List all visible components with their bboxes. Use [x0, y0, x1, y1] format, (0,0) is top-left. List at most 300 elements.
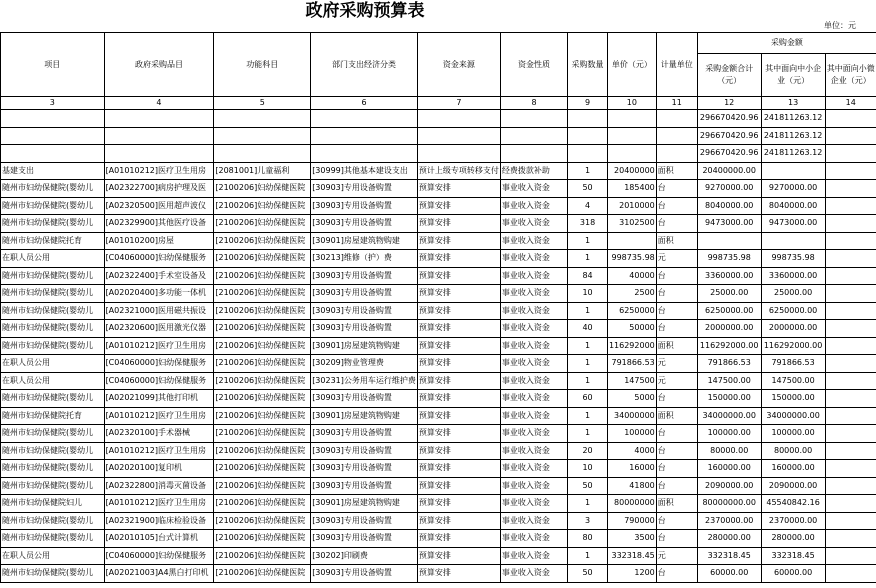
- table-cell: 事业收入资金: [500, 267, 567, 285]
- table-cell: 面积: [656, 407, 697, 425]
- table-cell: 预算安排: [417, 250, 500, 268]
- table-cell: [568, 145, 608, 163]
- table-cell: 预算安排: [417, 512, 500, 530]
- table-cell: [607, 110, 656, 128]
- table-cell: 150000.00: [761, 390, 825, 408]
- table-cell: [825, 477, 876, 495]
- table-cell: 3360000.00: [761, 267, 825, 285]
- table-row: [1, 460, 876, 478]
- table-cell: 随州市妇幼保健院(婴幼儿: [1, 180, 105, 198]
- table-cell: [30901]房屋建筑物购建: [311, 337, 418, 355]
- table-cell: 随州市妇幼保健院(婴幼儿: [1, 215, 105, 233]
- table-cell: [825, 337, 876, 355]
- table-cell: [825, 145, 876, 163]
- table-row: [1, 267, 876, 285]
- table-cell: [825, 302, 876, 320]
- table-cell: 随州市妇幼保健院(婴幼儿: [1, 337, 105, 355]
- table-cell: 预算安排: [417, 197, 500, 215]
- table-cell: 332318.45: [697, 547, 761, 565]
- table-cell: [500, 110, 567, 128]
- table-cell: 台: [656, 285, 697, 303]
- table-cell: [A02322700]病房护理及医: [104, 180, 214, 198]
- table-row: [1, 110, 876, 128]
- table-cell: [825, 180, 876, 198]
- table-cell: [A02322400]手术室设备及: [104, 267, 214, 285]
- table-cell: 34000000: [607, 407, 656, 425]
- table-cell: [656, 127, 697, 145]
- table-cell: [1, 110, 105, 128]
- table-cell: [30903]专用设备购置: [311, 180, 418, 198]
- table-cell: [A02320100]手术器械: [104, 425, 214, 443]
- table-cell: [2100206]妇幼保健医院: [214, 285, 311, 303]
- table-cell: 2090000.00: [697, 477, 761, 495]
- table-cell: 1: [568, 302, 608, 320]
- table-cell: [C04060000]妇幼保健服务: [104, 355, 214, 373]
- table-cell: 9270000.00: [697, 180, 761, 198]
- column-number: 10: [607, 97, 656, 110]
- table-cell: 241811263.12: [761, 145, 825, 163]
- table-cell: [825, 215, 876, 233]
- table-cell: 998735.98: [607, 250, 656, 268]
- table-row: [1, 232, 876, 250]
- table-cell: 在职人员公用: [1, 250, 105, 268]
- table-cell: 147500.00: [697, 372, 761, 390]
- table-cell: 1: [568, 250, 608, 268]
- table-cell: [568, 110, 608, 128]
- table-cell: [2100206]妇幼保健医院: [214, 372, 311, 390]
- table-cell: [30903]专用设备购置: [311, 442, 418, 460]
- table-cell: 2370000.00: [761, 512, 825, 530]
- table-cell: 280000.00: [697, 530, 761, 548]
- table-cell: 面积: [656, 162, 697, 180]
- table-cell: 2000000.00: [761, 320, 825, 338]
- table-cell: [2100206]妇幼保健医院: [214, 320, 311, 338]
- column-number: 7: [417, 97, 500, 110]
- table-cell: 2370000.00: [697, 512, 761, 530]
- table-cell: [2100206]妇幼保健医院: [214, 547, 311, 565]
- table-cell: [2100206]妇幼保健医院: [214, 530, 311, 548]
- table-cell: [825, 512, 876, 530]
- table-cell: 6250000.00: [697, 302, 761, 320]
- table-cell: [A01010212]医疗卫生用房: [104, 162, 214, 180]
- table-cell: 1: [568, 495, 608, 513]
- table-cell: [825, 127, 876, 145]
- table-cell: [2100206]妇幼保健医院: [214, 197, 311, 215]
- table-row: [1, 425, 876, 443]
- table-cell: 事业收入资金: [500, 407, 567, 425]
- table-cell: 791866.53: [607, 355, 656, 373]
- table-cell: [30209]物业管理费: [311, 355, 418, 373]
- table-cell: 随州市妇幼保健院(婴幼儿: [1, 302, 105, 320]
- table-cell: 事业收入资金: [500, 302, 567, 320]
- table-cell: [568, 127, 608, 145]
- table-cell: [A01010212]医疗卫生用房: [104, 442, 214, 460]
- table-cell: 事业收入资金: [500, 320, 567, 338]
- table-cell: [2100206]妇幼保健医院: [214, 267, 311, 285]
- table-cell: 预算安排: [417, 285, 500, 303]
- table-cell: [825, 547, 876, 565]
- table-cell: 台: [656, 565, 697, 583]
- table-cell: 147500.00: [761, 372, 825, 390]
- table-cell: 随州市妇幼保健院(婴幼儿: [1, 512, 105, 530]
- table-cell: 3: [568, 512, 608, 530]
- table-cell: 预算安排: [417, 477, 500, 495]
- table-cell: 116292000.00: [761, 337, 825, 355]
- table-cell: 3360000.00: [697, 267, 761, 285]
- header-price: 单价（元）: [607, 33, 656, 97]
- table-cell: [214, 127, 311, 145]
- table-cell: [825, 267, 876, 285]
- table-cell: 100000.00: [697, 425, 761, 443]
- table-cell: 随州市妇幼保健院(婴幼儿: [1, 530, 105, 548]
- table-cell: 经费拨款补助: [500, 162, 567, 180]
- table-cell: 预算安排: [417, 390, 500, 408]
- table-cell: [30999]其他基本建设支出: [311, 162, 418, 180]
- table-cell: 1: [568, 372, 608, 390]
- table-cell: 1: [568, 355, 608, 373]
- table-cell: 116292000: [607, 337, 656, 355]
- table-cell: 2500: [607, 285, 656, 303]
- table-cell: 241811263.12: [761, 110, 825, 128]
- header-amount-total: 采购金额合计（元）: [697, 54, 761, 97]
- table-cell: 预算安排: [417, 530, 500, 548]
- table-cell: 预算安排: [417, 320, 500, 338]
- table-cell: [30213]维修（护）费: [311, 250, 418, 268]
- table-cell: [311, 127, 418, 145]
- table-cell: 事业收入资金: [500, 460, 567, 478]
- table-cell: [656, 145, 697, 163]
- table-cell: 预算安排: [417, 442, 500, 460]
- table-cell: [30903]专用设备购置: [311, 267, 418, 285]
- table-cell: [30903]专用设备购置: [311, 477, 418, 495]
- table-row: [1, 565, 876, 583]
- table-row: [1, 512, 876, 530]
- table-row: [1, 285, 876, 303]
- table-cell: 随州市妇幼保健院(婴幼儿: [1, 442, 105, 460]
- column-number: 11: [656, 97, 697, 110]
- header-function: 功能科目: [214, 33, 311, 97]
- table-row: [1, 145, 876, 163]
- table-cell: 60000.00: [761, 565, 825, 583]
- table-cell: [A01010212]医疗卫生用房: [104, 495, 214, 513]
- table-cell: [607, 127, 656, 145]
- table-cell: 80000.00: [761, 442, 825, 460]
- table-cell: 296670420.96: [697, 110, 761, 128]
- table-cell: 事业收入资金: [500, 495, 567, 513]
- table-cell: 台: [656, 460, 697, 478]
- table-cell: [30903]专用设备购置: [311, 460, 418, 478]
- table-cell: 预计上级专项转移支付: [417, 162, 500, 180]
- table-cell: [2100206]妇幼保健医院: [214, 512, 311, 530]
- table-cell: [A01010200]房屋: [104, 232, 214, 250]
- table-cell: [214, 110, 311, 128]
- table-cell: 160000.00: [697, 460, 761, 478]
- table-cell: 事业收入资金: [500, 215, 567, 233]
- table-cell: 事业收入资金: [500, 180, 567, 198]
- column-number: 3: [1, 97, 105, 110]
- table-cell: [2100206]妇幼保健医院: [214, 565, 311, 583]
- table-cell: 791866.53: [697, 355, 761, 373]
- table-cell: 50: [568, 565, 608, 583]
- table-cell: 20: [568, 442, 608, 460]
- table-cell: 50: [568, 180, 608, 198]
- table-cell: [30901]房屋建筑物购建: [311, 407, 418, 425]
- table-cell: 台: [656, 442, 697, 460]
- table-cell: 80000000.00: [697, 495, 761, 513]
- table-cell: 预算安排: [417, 337, 500, 355]
- table-cell: 台: [656, 180, 697, 198]
- table-cell: [2100206]妇幼保健医院: [214, 442, 311, 460]
- table-row: [1, 180, 876, 198]
- table-row: [1, 320, 876, 338]
- table-cell: [825, 390, 876, 408]
- table-cell: 25000.00: [761, 285, 825, 303]
- table-cell: [500, 127, 567, 145]
- table-cell: [30903]专用设备购置: [311, 565, 418, 583]
- table-cell: [2100206]妇幼保健医院: [214, 477, 311, 495]
- table-cell: [825, 372, 876, 390]
- table-cell: 8040000.00: [697, 197, 761, 215]
- table-cell: 147500: [607, 372, 656, 390]
- table-cell: 台: [656, 425, 697, 443]
- table-cell: 预算安排: [417, 180, 500, 198]
- table-cell: 9473000.00: [697, 215, 761, 233]
- table-cell: 元: [656, 372, 697, 390]
- table-cell: 332318.45: [607, 547, 656, 565]
- table-cell: [311, 110, 418, 128]
- table-cell: [A01010212]医疗卫生用房: [104, 407, 214, 425]
- table-cell: 事业收入资金: [500, 442, 567, 460]
- column-number: 13: [761, 97, 825, 110]
- table-cell: [2081001]儿童福利: [214, 162, 311, 180]
- table-cell: 台: [656, 512, 697, 530]
- table-cell: 8040000.00: [761, 197, 825, 215]
- table-cell: [825, 110, 876, 128]
- table-cell: 随州市妇幼保健院(婴幼儿: [1, 390, 105, 408]
- table-cell: 41800: [607, 477, 656, 495]
- table-cell: [607, 232, 656, 250]
- table-cell: 预算安排: [417, 547, 500, 565]
- table-row: [1, 355, 876, 373]
- table-cell: [A02021099]其他打印机: [104, 390, 214, 408]
- table-cell: 随州市妇幼保健院(婴幼儿: [1, 320, 105, 338]
- table-cell: [825, 232, 876, 250]
- table-cell: [825, 460, 876, 478]
- table-cell: 791866.53: [761, 355, 825, 373]
- table-cell: [A02320600]医用激光仪器: [104, 320, 214, 338]
- header-amount-micro: 其中面向小微企业（元）: [825, 54, 876, 97]
- table-cell: 预算安排: [417, 215, 500, 233]
- table-cell: 3500: [607, 530, 656, 548]
- table-cell: 事业收入资金: [500, 372, 567, 390]
- table-cell: 60000.00: [697, 565, 761, 583]
- table-cell: [417, 127, 500, 145]
- table-row: [1, 197, 876, 215]
- table-cell: 元: [656, 250, 697, 268]
- table-cell: 3102500: [607, 215, 656, 233]
- table-row: [1, 407, 876, 425]
- table-cell: 预算安排: [417, 460, 500, 478]
- table-cell: [30903]专用设备购置: [311, 390, 418, 408]
- table-cell: 1: [568, 162, 608, 180]
- table-cell: [A02329900]其他医疗设备: [104, 215, 214, 233]
- table-cell: [2100206]妇幼保健医院: [214, 460, 311, 478]
- table-cell: 台: [656, 215, 697, 233]
- table-cell: [656, 110, 697, 128]
- table-cell: [2100206]妇幼保健医院: [214, 407, 311, 425]
- table-cell: 100000.00: [761, 425, 825, 443]
- table-cell: [104, 145, 214, 163]
- table-cell: 45540842.16: [761, 495, 825, 513]
- table-cell: 2000000.00: [697, 320, 761, 338]
- table-cell: 事业收入资金: [500, 285, 567, 303]
- column-number: 4: [104, 97, 214, 110]
- table-cell: 1: [568, 547, 608, 565]
- table-cell: 预算安排: [417, 407, 500, 425]
- table-cell: [761, 232, 825, 250]
- table-cell: [104, 110, 214, 128]
- table-cell: 台: [656, 302, 697, 320]
- table-cell: 84: [568, 267, 608, 285]
- table-cell: [825, 355, 876, 373]
- table-row: [1, 162, 876, 180]
- table-cell: 160000.00: [761, 460, 825, 478]
- table-cell: 296670420.96: [697, 145, 761, 163]
- table-cell: [2100206]妇幼保健医院: [214, 232, 311, 250]
- table-cell: [30903]专用设备购置: [311, 320, 418, 338]
- table-cell: [A02020100]复印机: [104, 460, 214, 478]
- table-cell: 在职人员公用: [1, 372, 105, 390]
- table-cell: [A02021003]A4黑白打印机: [104, 565, 214, 583]
- table-cell: 296670420.96: [697, 127, 761, 145]
- table-cell: [30901]房屋建筑物购建: [311, 232, 418, 250]
- table-cell: [A01010212]医疗卫生用房: [104, 337, 214, 355]
- header-nature: 资金性质: [500, 33, 567, 97]
- table-cell: 事业收入资金: [500, 197, 567, 215]
- table-cell: [30231]公务用车运行维护费: [311, 372, 418, 390]
- table-cell: 预算安排: [417, 267, 500, 285]
- table-cell: 2010000: [607, 197, 656, 215]
- table-cell: 台: [656, 267, 697, 285]
- table-cell: 元: [656, 355, 697, 373]
- table-cell: 5000: [607, 390, 656, 408]
- table-cell: 预算安排: [417, 232, 500, 250]
- table-cell: [2100206]妇幼保健医院: [214, 215, 311, 233]
- column-number: 12: [697, 97, 761, 110]
- table-cell: 预算安排: [417, 302, 500, 320]
- header-source: 资金来源: [417, 33, 500, 97]
- table-cell: 40: [568, 320, 608, 338]
- table-cell: 事业收入资金: [500, 565, 567, 583]
- table-row: [1, 337, 876, 355]
- table-row: [1, 477, 876, 495]
- table-cell: 6250000.00: [761, 302, 825, 320]
- table-cell: [30903]专用设备购置: [311, 285, 418, 303]
- table-cell: [500, 145, 567, 163]
- table-cell: [30901]房屋建筑物购建: [311, 495, 418, 513]
- header-unit: 计量单位: [656, 33, 697, 97]
- table-cell: [2100206]妇幼保健医院: [214, 302, 311, 320]
- table-cell: 80: [568, 530, 608, 548]
- table-cell: [825, 250, 876, 268]
- table-cell: [2100206]妇幼保健医院: [214, 355, 311, 373]
- table-cell: [30903]专用设备购置: [311, 425, 418, 443]
- table-cell: 随州市妇幼保健院(婴幼儿: [1, 425, 105, 443]
- table-cell: 6250000: [607, 302, 656, 320]
- table-cell: [C04060000]妇幼保健服务: [104, 547, 214, 565]
- table-cell: 2090000.00: [761, 477, 825, 495]
- table-cell: 事业收入资金: [500, 477, 567, 495]
- table-cell: [311, 145, 418, 163]
- table-cell: 面积: [656, 495, 697, 513]
- table-cell: [30903]专用设备购置: [311, 215, 418, 233]
- table-cell: 50: [568, 477, 608, 495]
- table-cell: 事业收入资金: [500, 512, 567, 530]
- table-cell: 10: [568, 285, 608, 303]
- table-cell: 280000.00: [761, 530, 825, 548]
- table-cell: 事业收入资金: [500, 547, 567, 565]
- table-cell: 80000.00: [697, 442, 761, 460]
- table-cell: 台: [656, 530, 697, 548]
- table-cell: [825, 285, 876, 303]
- table-cell: 4: [568, 197, 608, 215]
- table-row: [1, 442, 876, 460]
- table-cell: 预算安排: [417, 565, 500, 583]
- table-cell: 150000.00: [697, 390, 761, 408]
- table-cell: [607, 145, 656, 163]
- table-cell: [2100206]妇幼保健医院: [214, 390, 311, 408]
- table-cell: 事业收入资金: [500, 530, 567, 548]
- table-cell: 116292000.00: [697, 337, 761, 355]
- table-cell: [825, 425, 876, 443]
- column-number: 9: [568, 97, 608, 110]
- table-cell: [30903]专用设备购置: [311, 197, 418, 215]
- table-row: [1, 372, 876, 390]
- table-cell: 1: [568, 425, 608, 443]
- table-cell: [1, 145, 105, 163]
- table-cell: [2100206]妇幼保健医院: [214, 250, 311, 268]
- table-cell: 34000000.00: [697, 407, 761, 425]
- table-cell: [825, 565, 876, 583]
- table-cell: [825, 495, 876, 513]
- table-cell: 事业收入资金: [500, 232, 567, 250]
- table-cell: 34000000.00: [761, 407, 825, 425]
- table-cell: 随州市妇幼保健院(婴幼儿: [1, 477, 105, 495]
- table-cell: 事业收入资金: [500, 355, 567, 373]
- table-cell: [30903]专用设备购置: [311, 302, 418, 320]
- table-cell: [A02320500]医用超声波仪: [104, 197, 214, 215]
- table-cell: 318: [568, 215, 608, 233]
- unit-label: 单位：元: [824, 21, 856, 30]
- table-cell: 40000: [607, 267, 656, 285]
- table-cell: [104, 127, 214, 145]
- table-cell: 80000000: [607, 495, 656, 513]
- table-row: [1, 530, 876, 548]
- table-cell: 预算安排: [417, 355, 500, 373]
- table-cell: 随州市妇幼保健院(婴幼儿: [1, 267, 105, 285]
- table-cell: [30202]印刷费: [311, 547, 418, 565]
- table-cell: [A02020400]多功能一体机: [104, 285, 214, 303]
- table-row: [1, 547, 876, 565]
- table-cell: 预算安排: [417, 495, 500, 513]
- table-cell: 20400000.00: [697, 162, 761, 180]
- table-cell: 台: [656, 390, 697, 408]
- table-row: [1, 495, 876, 513]
- table-cell: [1, 127, 105, 145]
- table-row: [1, 215, 876, 233]
- table-cell: [A02321900]临床检验设备: [104, 512, 214, 530]
- header-product: 政府采购品目: [104, 33, 214, 97]
